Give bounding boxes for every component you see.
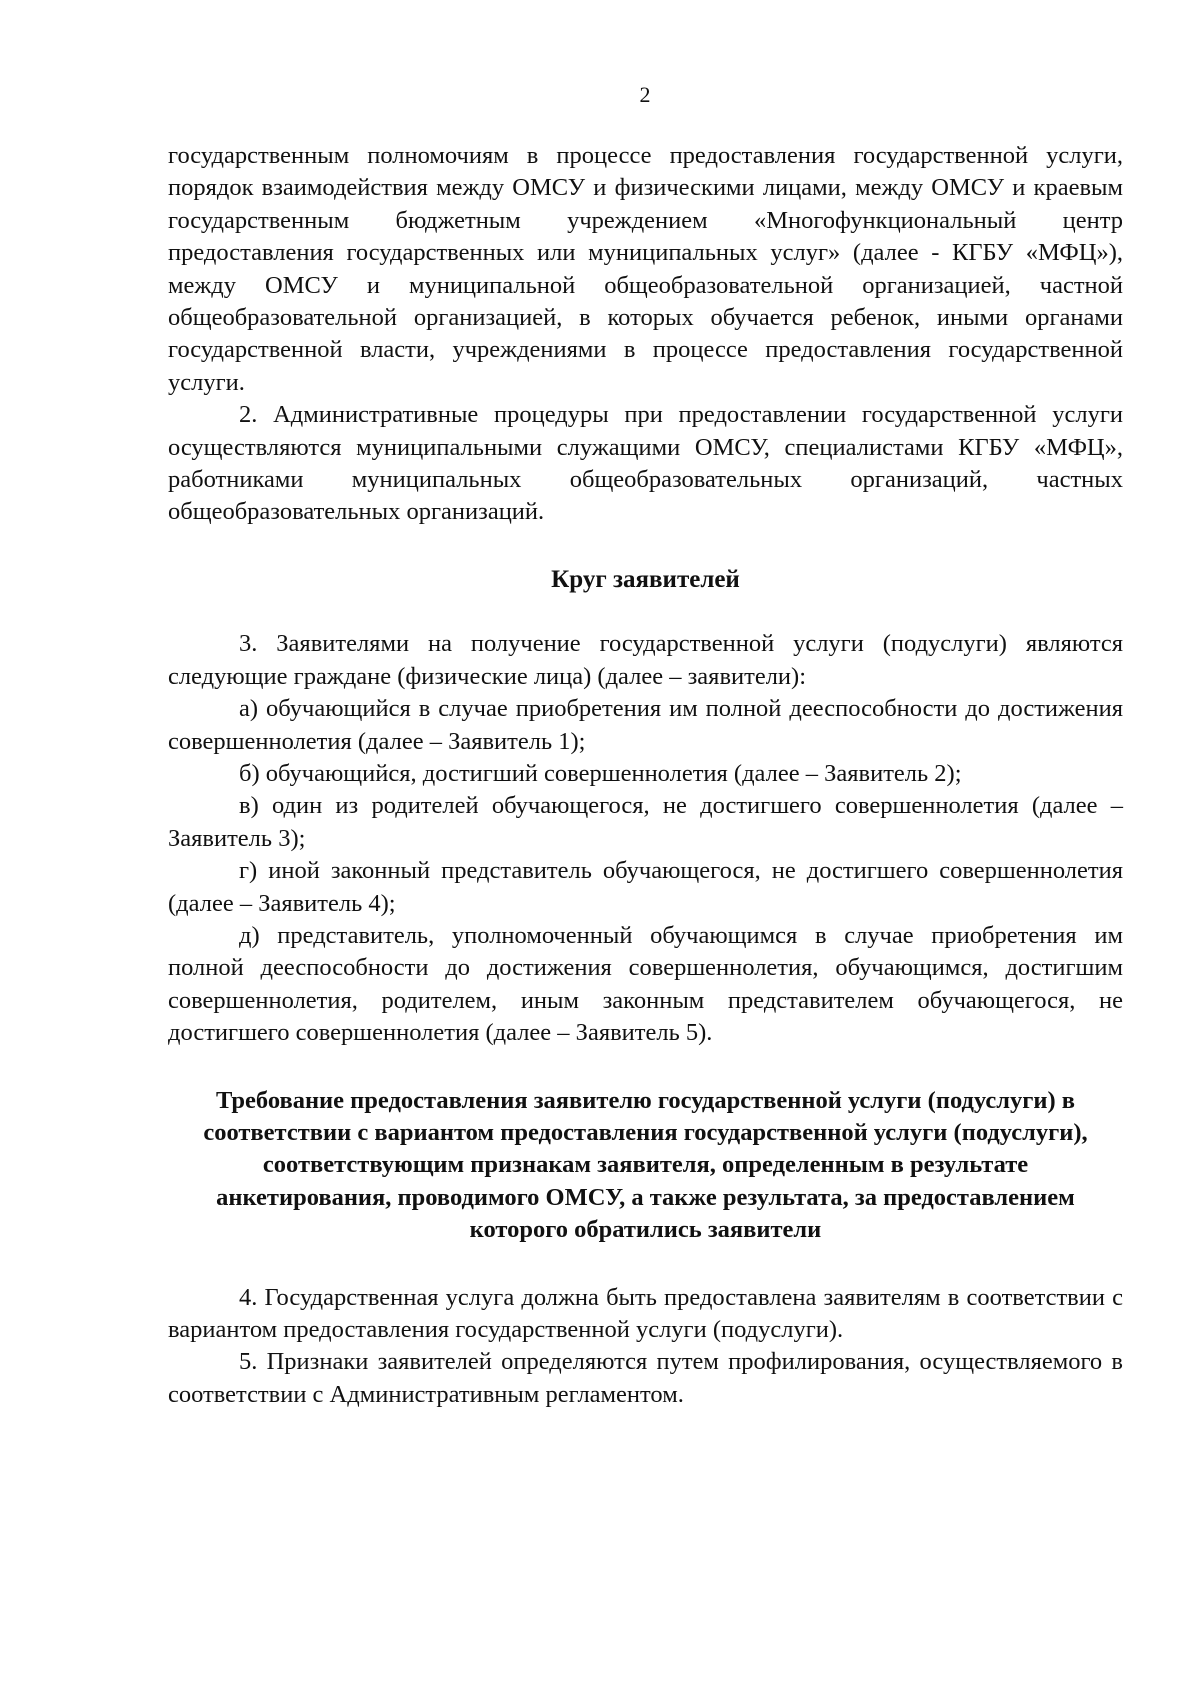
section-heading-applicants: Круг заявителей xyxy=(551,565,740,593)
list-item-b: б) обучающийся, достигший совершеннолетия (далее – Заявитель 2); xyxy=(239,759,962,787)
section-heading-requirements: Требование предоставления заявителю государственной услуги (подуслуги) в соответствии с вариантом предоставления государственной услуги (подуслуги), соответствующим признакам заявителя, определенным в результате анкетирования, проводимого ОМСУ, а также результата, за предоставлением которого обратились заявители xyxy=(203,1086,1088,1244)
paragraph-5: 5. Признаки заявителей определяются путем профилирования, осуществляемого в соответствии с Административным регламентом. xyxy=(168,1348,1123,1408)
list-item-g: г) иной законный представитель обучающегося, не достигшего совершеннолетия (далее – Заявитель 4); xyxy=(168,857,1123,917)
page-number: 2 xyxy=(639,82,651,107)
paragraph-2: 2. Административные процедуры при предоставлении государственной услуги осуществляются муниципальными служащими ОМСУ, специалистами КГБУ «МФЦ», работниками муниципальных общеобразовательных организаций, частных общеобразовательных организаций. xyxy=(168,401,1123,526)
paragraph-1-continuation: государственным полномочиям в процессе предоставления государственной услуги, порядок взаимодействия между ОМСУ и физическими лицами, между ОМСУ и краевым государственным бюджетным учреждением «Многофункциональный центр предоставления государственных или муниципальных услуг» (далее - КГБУ «МФЦ»), между ОМСУ и муниципальной общеобразовательной организацией, частной общеобразовательной организацией, в которых обучается ребенок, иными органами государственной власти, учреждениями в процессе предоставления государственной услуги. xyxy=(168,142,1123,396)
list-item-v: в) один из родителей обучающегося, не достигшего совершеннолетия (далее – Заявитель 3); xyxy=(168,792,1123,852)
document-body xyxy=(168,140,1123,1411)
list-item-d: д) представитель, уполномоченный обучающимся в случае приобретения им полной дееспособности до достижения совершеннолетия, обучающимся, достигшим совершеннолетия, родителем, иным законным представителем обучающегося, не достигшего совершеннолетия (далее – Заявитель 5). xyxy=(168,921,1123,1047)
list-item-a: а) обучающийся в случае приобретения им полной дееспособности до достижения совершеннолетия (далее – Заявитель 1); xyxy=(168,695,1123,755)
paragraph-3: 3. Заявителями на получение государственной услуги (подуслуги) являются следующие граждане (физические лица) (далее – заявители): xyxy=(168,630,1123,690)
paragraph-4: 4. Государственная услуга должна быть предоставлена заявителям в соответствии с вариантом предоставления государственной услуги (подуслуги). xyxy=(168,1283,1123,1343)
